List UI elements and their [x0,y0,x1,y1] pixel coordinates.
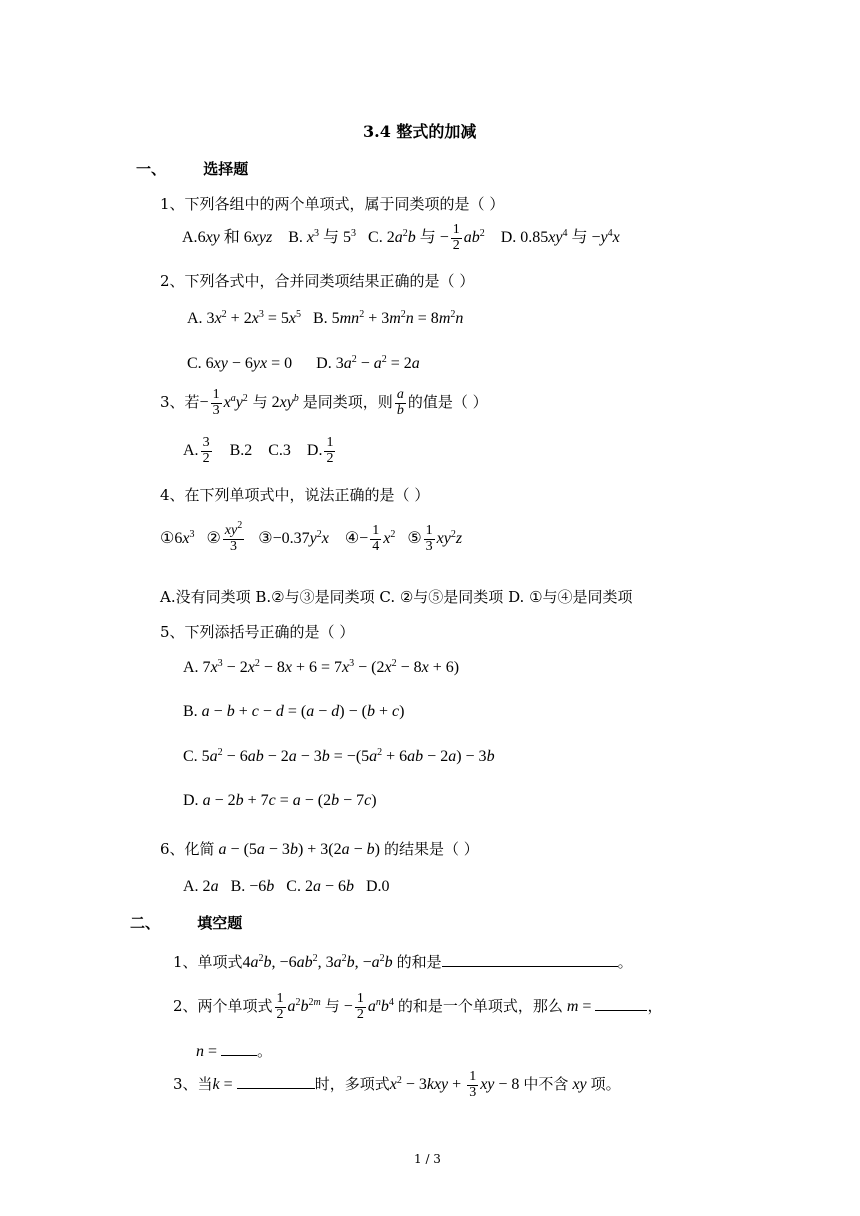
fill-3: 3、当k = 时，多项式$x^2 - 3kxy$ + $\frac{1}{3}$ xy − 8 中不含 xy 项。 [173,1069,621,1100]
question-1-stem: 1、下列各组中的两个单项式，属于同类项的是（ ） [160,195,505,213]
question-4-options: A.没有同类项 B.②与③是同类项 C. ②与⑤是同类项 D. ①与④是同类项 [160,588,633,606]
answer-blank-n[interactable] [221,1041,257,1056]
page-title: 3.4 整式的加减 [363,122,477,141]
answer-blank-m[interactable] [595,996,647,1011]
question-5-option-a: A. $7x^3 - 2x^2 - 8x + 6 = 7x^3 - (2x^2 - 8x + 6)$ [183,658,460,676]
question-3-options: A. $\frac{3}{2}$ B.2 C.3 D. $\frac{1}{2}$ [183,435,334,466]
section-heading-choice [136,158,248,179]
question-3-stem: 3、若− $\frac{1}{3}$ $x^ay^2$ 与 $2xy^b$ 是同类项，则 $\frac{a}{b}$ 的值是（ ） [160,387,488,418]
question-6-options: A. 2a B. −6b C. 2a − 6b D.0 [183,878,390,895]
section-number: 一、 [136,160,167,178]
answer-blank[interactable] [442,952,618,967]
question-6-stem: 6、化简 a − (5a − 3b) + 3(2a − b) 的结果是（ ） [160,840,479,858]
page-number: 1 / 3 [414,1152,441,1166]
question-2-options-cd: C. 6xy − 6yx = 0 D. $3a^2 - a^2 = 2a$ [187,354,420,372]
question-2-stem: 2、下列各式中，合并同类项结果正确的是（ ） [160,272,475,290]
section-number: 二、 [130,914,161,932]
question-5-option-c: C. $5a^2 - 6ab - 2a - 3b = -(5a^2 + 6ab - 2a) - 3b$ [183,747,495,765]
fill-1: 1、单项式$4a^2b$, $-6ab^2$, $3a^2b$, $-a^2b$ 的和是 。 [173,953,633,971]
section-heading-fill [130,912,242,933]
answer-blank-k[interactable] [237,1074,315,1089]
section-label: 填空题 [197,914,243,932]
fill-2: 2、两个单项式 $\frac{1}{2}$ $a^2b^{2m}$ 与 − $\frac{1}{2}$ $a^nb^4$ 的和是一个单项式，那么 m = ， [173,991,663,1022]
section-label: 选择题 [203,160,249,178]
question-5-option-d: D. a − 2b + 7c = a − (2b − 7c) [183,792,377,809]
question-5-option-b: B. a − b + c − d = (a − d) − (b + c) [183,703,405,720]
question-4-monomials: $①6x^3$ ② $\frac{xy^2}{3}$ $③-0.37y^2x$ ④− $\frac{1}{4}$ $x^2$ ⑤ $\frac{1}{3}$ $xy^2z$ [160,520,463,554]
question-2-options-ab: A. $3x^2 + 2x^3 = 5x^5$ B. $5mn^2 + 3m^2n = 8m^2n$ [187,309,464,327]
question-5-stem: 5、下列添括号正确的是（ ） [160,623,355,641]
fill-2-line2: n = 。 [196,1042,273,1060]
question-1-options: A.6xy 和 6xyz B. $x^3$ 与 $5^3$ C. $2a^2b$ 与 − $\frac{1}{2}$ $ab^2$ D. $0.85xy^4$ 与 $-y^4x$ [182,222,620,253]
question-4-stem: 4、在下列单项式中，说法正确的是（ ） [160,486,430,504]
